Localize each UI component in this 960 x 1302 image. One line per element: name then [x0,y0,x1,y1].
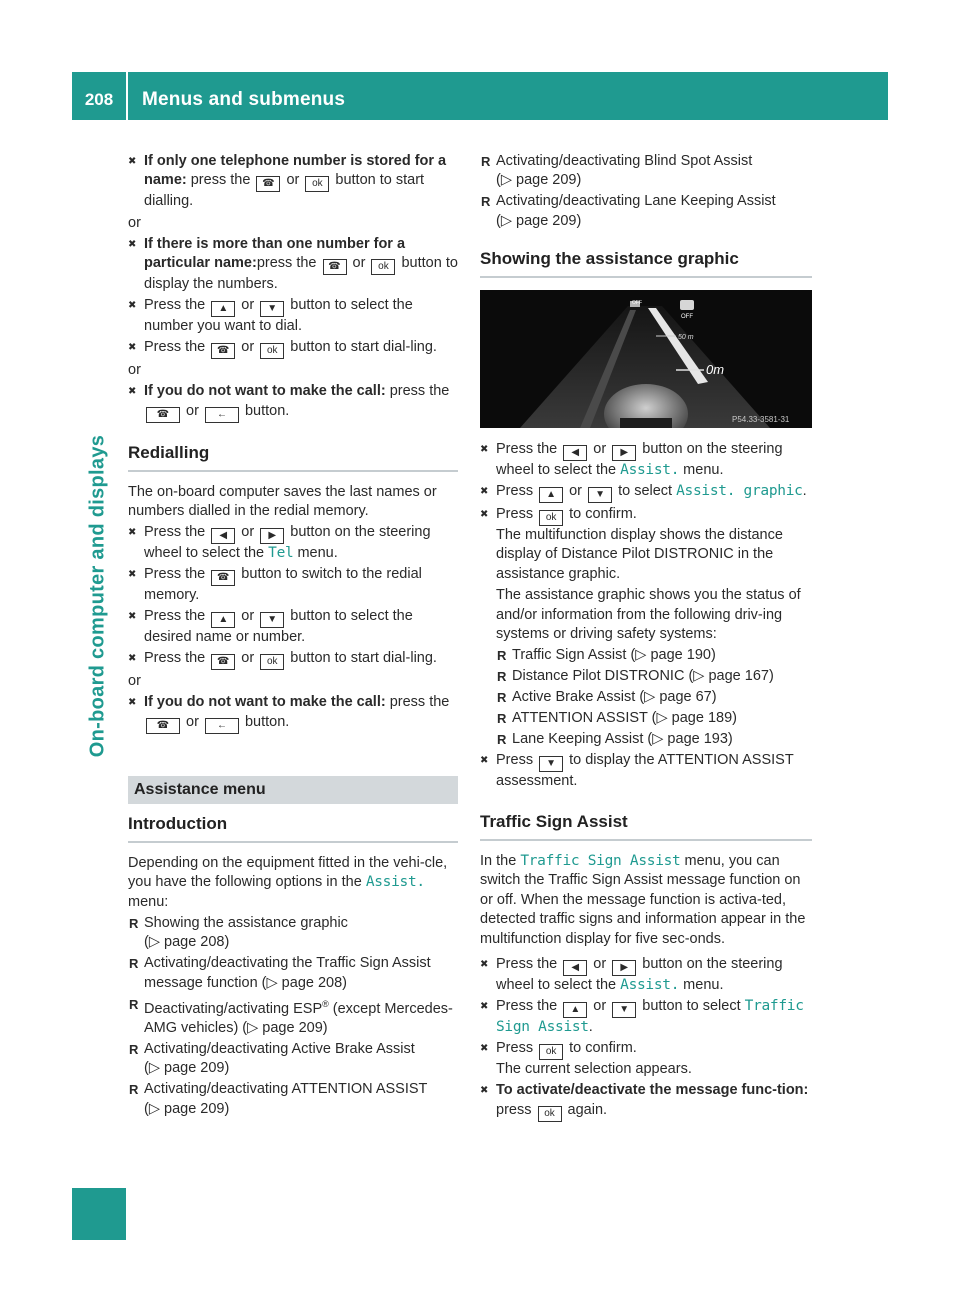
or-text: or [128,214,141,231]
side-chapter-label: On-board computer and displays [86,434,109,758]
step-start-dialling: ✖ Press the ☎ or ok button to start dial-ling. [128,338,458,359]
tel-menu-name: Tel [268,545,294,561]
phone-key-icon: ☎ [256,176,280,192]
or-text: or [128,362,141,378]
end-call-key-icon: ☎ [146,718,180,734]
option-esp: R Deactivating/activating ESP® (except Mercedes-AMG vehicles) (▷ page 209) [128,995,458,1039]
left-key-icon: ◀ [563,445,587,461]
back-key-icon: ← [205,407,239,423]
phone-key-icon: ☎ [211,343,235,359]
right-column [480,150,812,1123]
option-active-brake: R Activating/deactivating Active Brake Assist (▷ page 209) [128,1040,458,1079]
option-lane-keeping: R Activating/deactivating Lane Keeping Assist (▷ page 209) [480,192,812,231]
down-key-icon: ▼ [539,756,563,772]
down-key-icon: ▼ [612,1002,636,1018]
up-key-icon: ▲ [539,487,563,503]
redial-step-start-dialling: ✖ Press the ☎ or ok button to start dial-ling. [128,649,458,670]
tsa-step-confirm: ✖ Press ok to confirm. The current selection appears. [480,1039,812,1080]
up-key-icon: ▲ [211,612,235,628]
ok-key-icon: ok [371,259,395,275]
traffic-sign-menu-name: Traffic Sign Assist [496,998,804,1035]
graphic-step-attention: ✖ Press ▼ to display the ATTENTION ASSIST assessment. [480,751,812,792]
assistance-graphic-photo [480,290,812,428]
phone-key-icon: ☎ [211,570,235,586]
distance-50m: 50 m [678,334,694,341]
cup-icon [680,300,694,310]
up-key-icon: ▲ [211,301,235,317]
down-key-icon: ▼ [260,301,284,317]
right-key-icon: ▶ [260,528,284,544]
system-traffic-sign: R Traffic Sign Assist (▷ page 190) [480,646,812,666]
ok-key-icon: ok [305,176,329,192]
assistance-graphic-illustration [480,290,812,428]
assist-menu-name: Assist. [620,462,680,478]
ok-key-icon: ok [539,510,563,526]
tsa-step-select-traffic-sign: ✖ Press the ▲ or ▼ button to select Traffic Sign Assist. [480,997,812,1038]
side-tab-block [72,1188,126,1240]
option-traffic-sign: R Activating/deactivating the Traffic Sign Assist message function (▷ page 208) [128,954,458,993]
ok-key-icon: ok [260,343,284,359]
graphic-step-select-graphic: ✖ Press ▲ or ▼ to select Assist. graphic. [480,482,812,503]
up-key-icon: ▲ [563,1002,587,1018]
ok-key-icon: ok [260,654,284,670]
right-key-icon: ▶ [612,960,636,976]
page-title: Menus and submenus [142,89,346,110]
redial-step-select-name: ✖ Press the ▲ or ▼ button to select the desired name or number. [128,607,458,648]
back-key-icon: ← [205,718,239,734]
ok-key-icon: ok [538,1106,562,1122]
redialling-heading: Redialling [128,443,458,472]
left-key-icon: ◀ [563,960,587,976]
off-label-1: OFF [632,300,642,306]
option-attention-assist: R Activating/deactivating ATTENTION ASSIST (▷ page 209) [128,1080,458,1119]
left-key-icon: ◀ [211,528,235,544]
assist-graphic-menu-name: Assist. graphic [676,483,803,499]
system-attention-assist: R ATTENTION ASSIST (▷ page 189) [480,709,812,729]
system-distronic: R Distance Pilot DISTRONIC (▷ page 167) [480,667,812,687]
graphic-status-text: The assistance graphic shows you the status of and/or information from the following driv-ing systems or driving safety systems: [496,587,801,642]
ok-key-icon: ok [539,1044,563,1060]
graphic-step-confirm: ✖ Press ok to confirm. The multifunction display shows the distance display of Distance Pilot DISTRONIC in the assistance graphic. [480,505,812,585]
distance-0m: 0m [706,362,725,377]
introduction-heading: Introduction [128,814,458,843]
redialling-intro: The on-board computer saves the last names or numbers dialled in the redial memory. [128,483,437,519]
page-number: 208 [84,90,114,109]
redial-step-switch: ✖ Press the ☎ button to switch to the redial memory. [128,565,458,606]
graphic-step-select-assist: ✖ Press the ◀ or ▶ button on the steering wheel to select the Assist. menu. [480,440,812,481]
redial-step-cancel: ✖ If you do not want to make the call: press the ☎ or ← button. [128,693,458,734]
photo-code: P54.33-3581-31 [732,415,790,424]
assistance-menu-heading: Assistance menu [128,776,458,804]
system-active-brake: R Active Brake Assist (▷ page 67) [480,688,812,708]
step-cancel-call: ✖ If you do not want to make the call: press the ☎ or ← button. [128,382,458,423]
option-blind-spot: R Activating/deactivating Blind Spot Assist (▷ page 209) [480,152,812,191]
step-select-number: ✖ Press the ▲ or ▼ button to select the number you want to dial. [128,296,458,337]
graphic-heading: Showing the assistance graphic [480,249,812,278]
phone-key-icon: ☎ [211,654,235,670]
system-lane-keeping: R Lane Keeping Assist (▷ page 193) [480,730,812,750]
end-call-key-icon: ☎ [146,407,180,423]
step-multiple-numbers: ✖ If there is more than one number for a particular name:press the ☎ or ok button to display the numbers. [128,235,458,295]
assist-menu-name: Assist. [365,874,425,890]
introduction-text: Depending on the equipment fitted in the vehi-cle, you have the following options in the Assist. menu: [128,854,448,910]
traffic-sign-menu-name: Traffic Sign Assist [520,852,681,869]
down-key-icon: ▼ [588,487,612,503]
tsa-step-select-assist: ✖ Press the ◀ or ▶ button on the steering wheel to select the Assist. menu. [480,955,812,996]
traffic-sign-heading: Traffic Sign Assist [480,812,812,841]
tsa-step-toggle: ✖ To activate/deactivate the message func-tion: press ok again. [480,1081,812,1122]
or-text: or [128,673,141,689]
option-show-graphic: R Showing the assistance graphic (▷ page 208) [128,914,458,953]
left-column [128,150,458,1121]
down-key-icon: ▼ [260,612,284,628]
redial-step-select-tel: ✖ Press the ◀ or ▶ button on the steering wheel to select the Tel menu. [128,523,458,564]
phone-key-icon: ☎ [323,259,347,275]
assist-menu-name: Assist. [620,977,680,993]
traffic-sign-intro: In the Traffic Sign Assist menu, you can switch the Traffic Sign Assist message function on or off. When the message function is activa-ted, detected traffic signs and information appear in the multifunction display for five sec-onds. [480,852,806,947]
header-separator [126,72,128,120]
step-single-number: ✖ If only one telephone number is stored for a name: press the ☎ or ok button to start dialling. [128,152,458,212]
right-key-icon: ▶ [612,445,636,461]
off-label-2: OFF [681,314,693,320]
